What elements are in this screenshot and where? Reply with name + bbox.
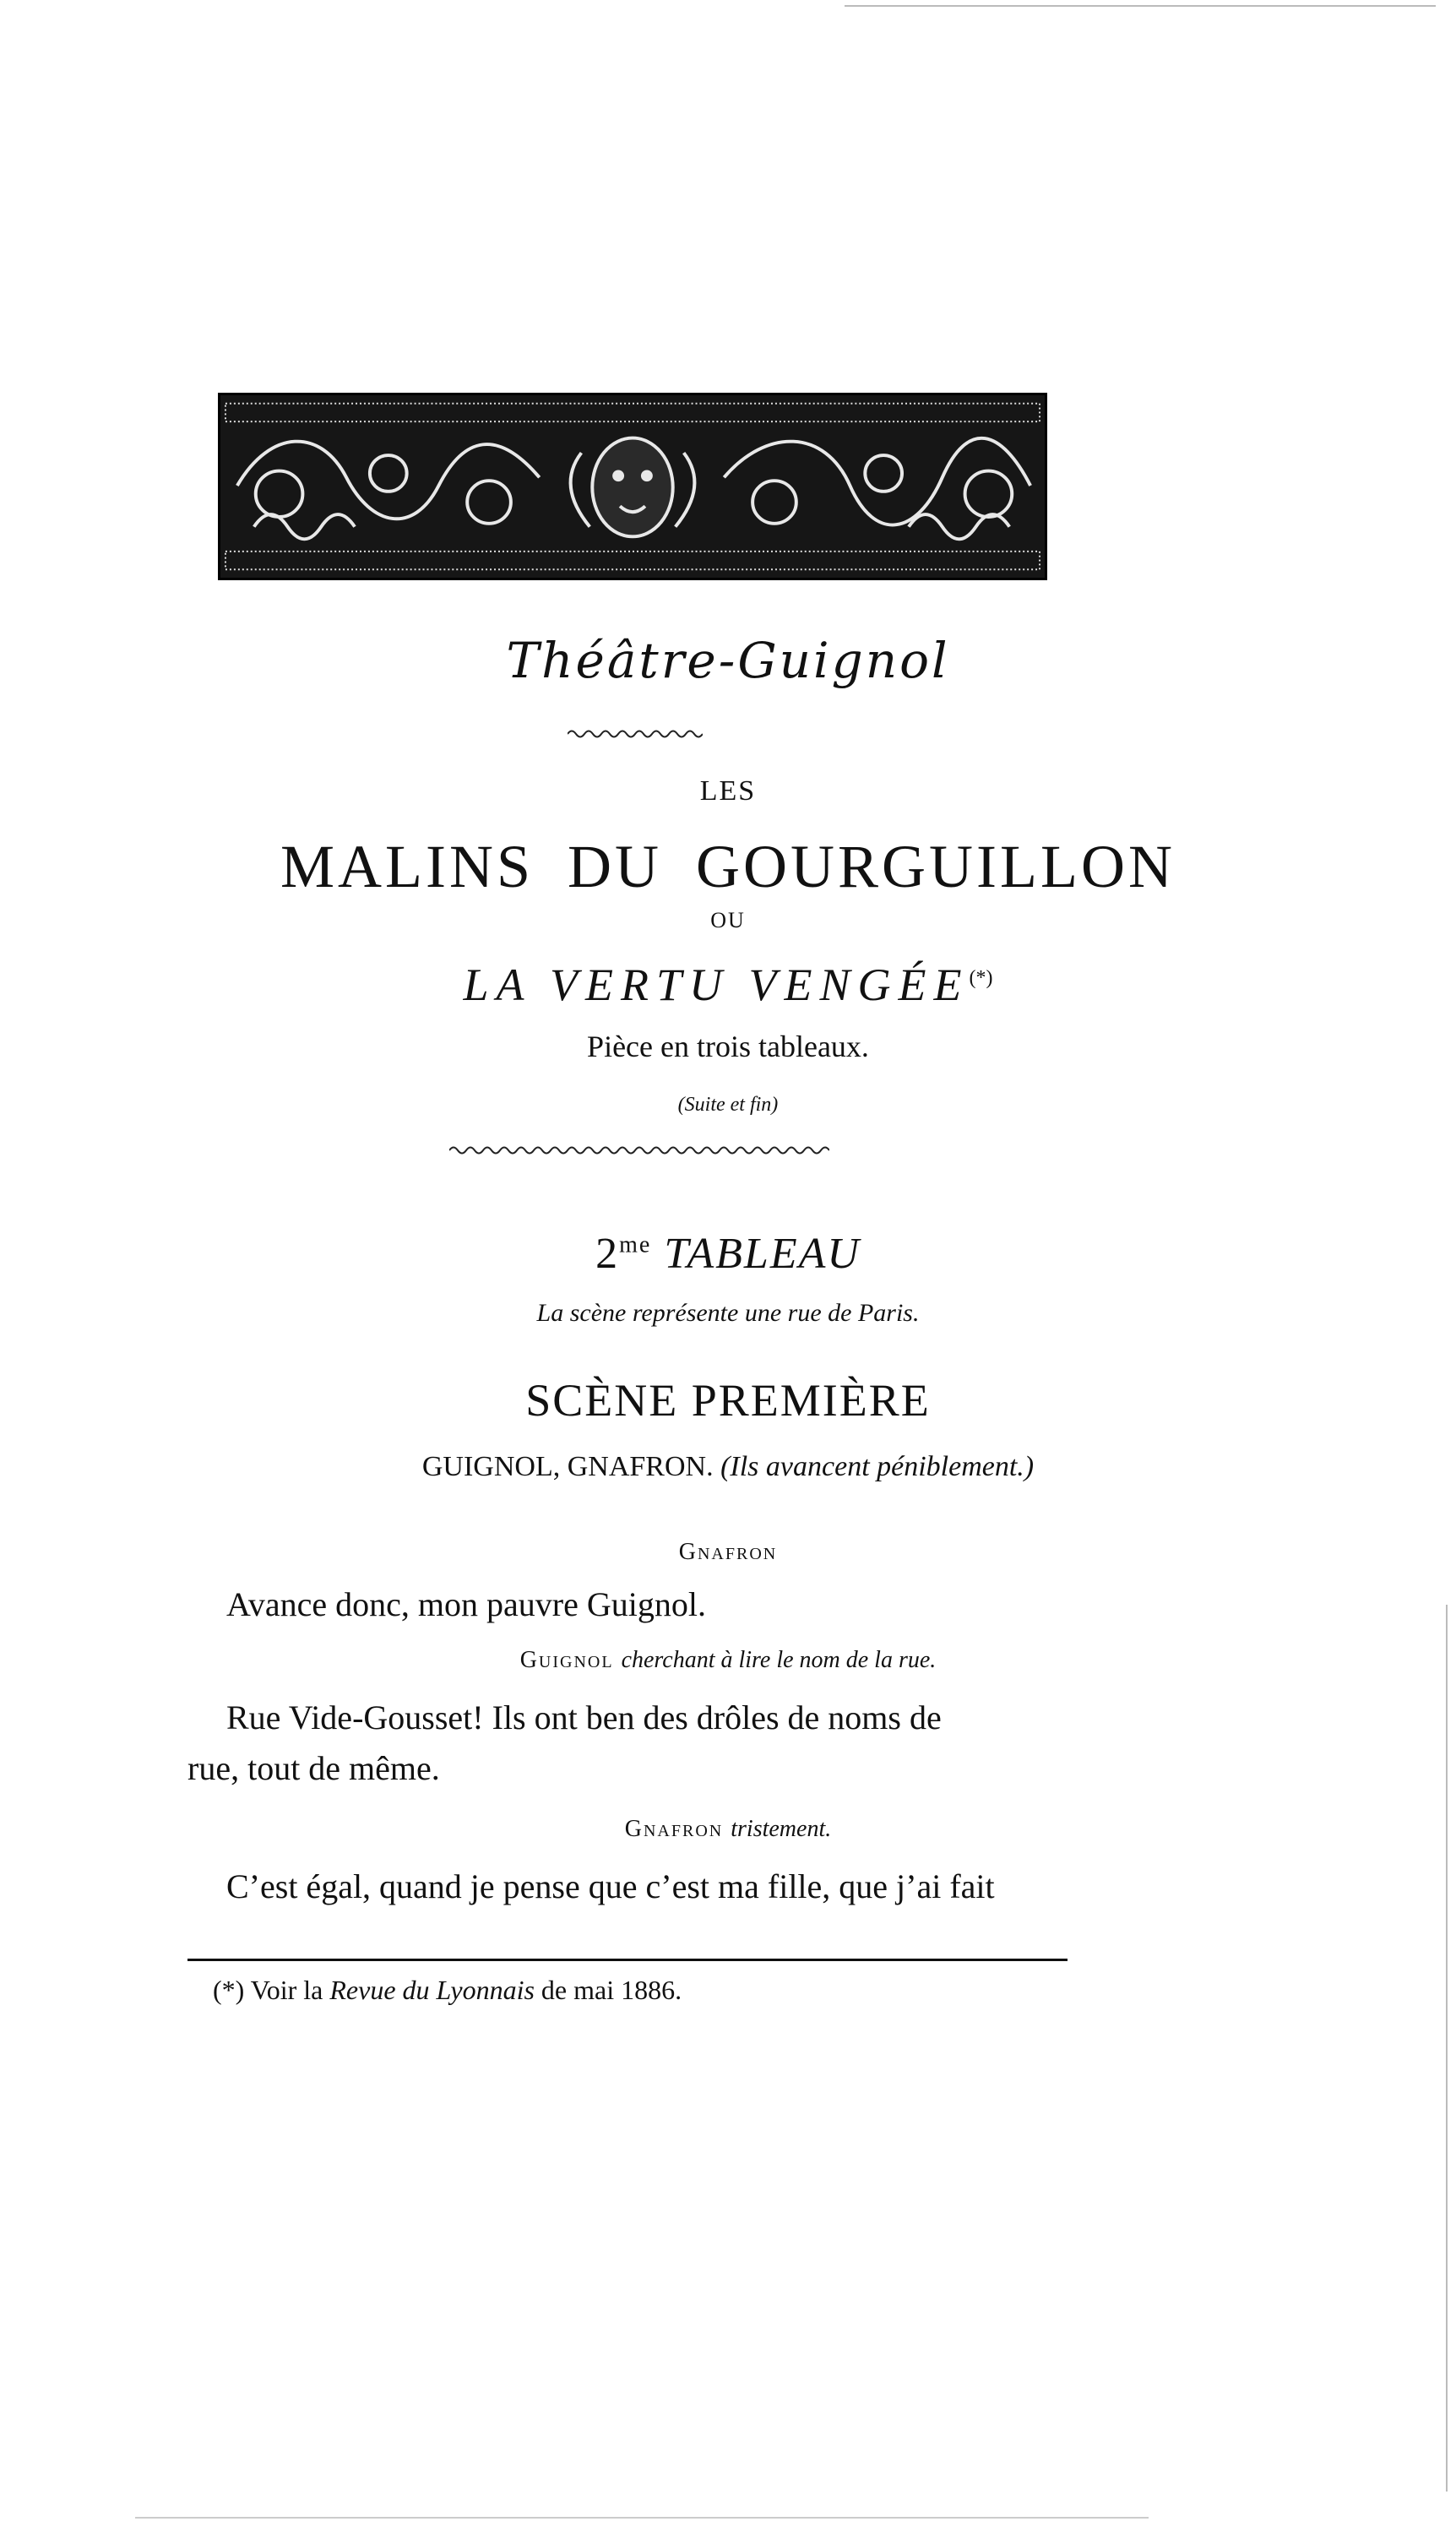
speaker-name: Gnafron: [624, 1816, 724, 1842]
footnote-suffix: de mai 1886.: [541, 1975, 682, 2005]
footnote: [213, 1975, 682, 2006]
tableau-heading: [0, 1229, 1456, 1279]
dialogue-line: C’est égal, quand je pense que c’est ma fille, que j’ai fait: [226, 1867, 995, 1905]
speaker-name: Guignol: [519, 1647, 614, 1673]
scan-edge-bottom: [135, 2517, 1149, 2519]
footnote-mark: (*): [213, 1975, 245, 2005]
wavy-divider-long: [449, 1144, 829, 1156]
continuation-note: (Suite et fin): [677, 1094, 779, 1116]
scan-edge-top: [845, 5, 1436, 7]
wavy-divider-short: [568, 728, 703, 740]
play-subtitle-text: LA VERTU VENGÉE: [463, 959, 970, 1010]
scene-characters: [0, 1451, 1456, 1483]
scene-setting: La scène représente une rue de Paris.: [536, 1299, 920, 1327]
play-description: Pièce en trois tableaux.: [587, 1030, 869, 1063]
scan-edge-right: [1446, 1605, 1448, 2492]
character-list: GUIGNOL, GNAFRON.: [421, 1451, 714, 1482]
ornamental-banner: [218, 393, 1047, 580]
play-conjunction: OU: [710, 908, 746, 932]
speaker-name: Gnafron: [678, 1539, 778, 1565]
speaker-direction: cherchant à lire le nom de la rue.: [621, 1647, 937, 1673]
stage-direction: (Ils avancent péniblement.): [720, 1451, 1035, 1482]
play-title: MALINS DU GOURGUILLON: [280, 833, 1176, 900]
speaker-label: [0, 1647, 1456, 1674]
footnote-prefix: Voir la: [250, 1975, 323, 2005]
subtitle-note-mark: (*): [969, 967, 993, 989]
play-subtitle: [0, 959, 1456, 1011]
tableau-number: 2: [595, 1230, 620, 1278]
tableau-label: TABLEAU: [664, 1230, 861, 1278]
footnote-divider: [187, 1959, 1068, 1961]
ornament-icon: [220, 395, 1045, 578]
tableau-suffix: me: [619, 1231, 652, 1258]
series-title: Théâtre-Guignol: [506, 632, 950, 689]
dialogue-line: Rue Vide-Gousset! Ils ont ben des drôles de noms de: [226, 1698, 942, 1736]
scene-title: SCÈNE PREMIÈRE: [525, 1375, 931, 1426]
speaker-direction: tristement.: [731, 1816, 832, 1842]
footnote-publication: Revue du Lyonnais: [329, 1975, 535, 2005]
speaker-label: [0, 1816, 1456, 1843]
play-article: LES: [699, 775, 757, 807]
dialogue-line: Avance donc, mon pauvre Guignol.: [226, 1585, 706, 1623]
dialogue-line: rue, tout de même.: [187, 1749, 440, 1787]
speaker-label: [0, 1539, 1456, 1566]
